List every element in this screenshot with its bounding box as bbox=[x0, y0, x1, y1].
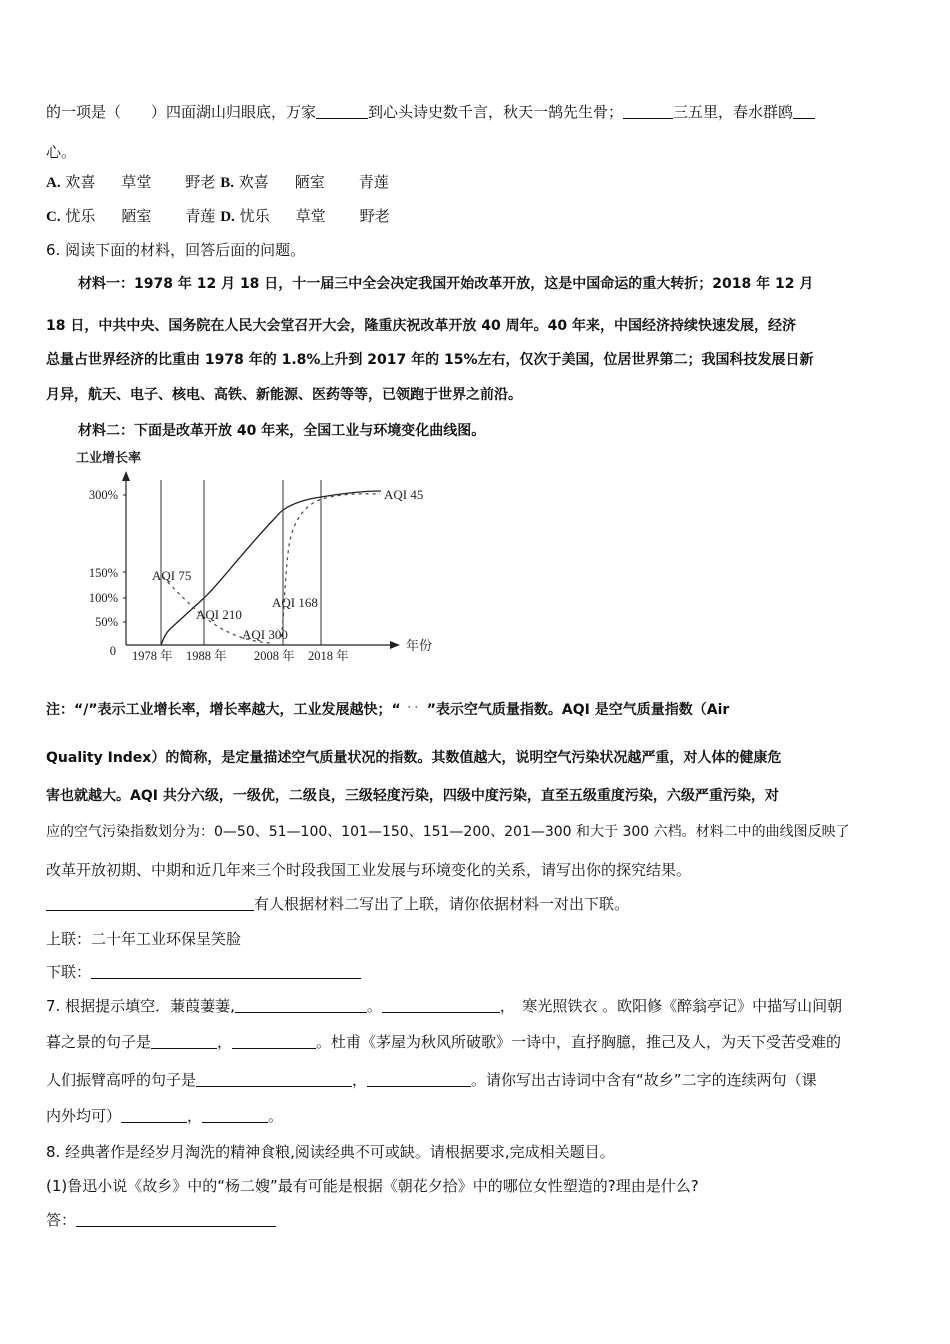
note-line: Quality Index）的简称，是定量描述空气质量状况的指数。其数值越大，说明空气污染状况越严重，对人体的健康危 bbox=[46, 750, 782, 766]
answer-blank[interactable] bbox=[46, 894, 254, 911]
q5-stem-part3: 三五里，春水群鸥 bbox=[673, 103, 794, 121]
q5-stem-part1: 的一项是（ ）四面湖山归眼底，万家 bbox=[46, 103, 317, 121]
note-line-1: 注：“/”表示工业增长率，增长率越大，工业发展越快；“ ˙˙ ”表示空气质量指数。AQI 是空气质量指数（Air bbox=[46, 700, 729, 720]
x-tick: 1988 年 bbox=[186, 649, 227, 663]
y-axis-arrow-icon bbox=[122, 471, 130, 481]
q8-sub-question-1: (1)鲁迅小说《故乡》中的“杨二嫂”最有可能是根据《朝花夕拾》中的哪位女性塑造的?理由是什么? bbox=[46, 1177, 699, 1195]
x-tick: 2008 年 bbox=[254, 649, 295, 663]
lower-couplet-blank[interactable] bbox=[91, 962, 361, 979]
q7-line-2: 暮之景的句子是 ， 。杜甫《茅屋为秋风所破歌》一诗中，直抒胸臆，推己及人，为天下受苦受难的 bbox=[46, 1033, 842, 1051]
y-tick: 300% bbox=[88, 488, 118, 502]
aqi-label: AQI 168 bbox=[272, 595, 318, 610]
note-line: 应的空气污染指数划分为：0—50、51—100、101—150、151—200、201—300 和大于 300 六档。材料二中的曲线图反映了 bbox=[46, 824, 850, 840]
answer-blank[interactable] bbox=[196, 1070, 352, 1087]
material1-line: 总量占世界经济的比重由 1978 年的 1.8%上升到 2017 年的 15%左右，仅次于美国，位居世界第二；我国科技发展日新 bbox=[46, 352, 814, 368]
answer-blank[interactable] bbox=[793, 102, 815, 119]
y-tick: 50% bbox=[95, 615, 118, 629]
answer-blank[interactable] bbox=[121, 1106, 187, 1123]
note-line: 改革开放初期、中期和近几年来三个时段我国工业发展与环境变化的关系，请写出你的探究结果。 bbox=[46, 861, 692, 879]
answer-blank[interactable] bbox=[235, 996, 367, 1013]
answer-blank[interactable] bbox=[316, 102, 368, 119]
answer-blank[interactable] bbox=[202, 1106, 268, 1123]
answer-blank[interactable] bbox=[382, 996, 500, 1013]
answer-blank[interactable] bbox=[76, 1210, 276, 1227]
y-axis-label: 工业增长率 bbox=[76, 451, 142, 466]
x-axis-arrow-icon bbox=[390, 641, 400, 649]
q5-options-row2 bbox=[46, 206, 390, 227]
industrial-growth-line bbox=[161, 491, 381, 645]
material2-intro: 材料二：下面是改革开放 40 年来，全国工业与环境变化曲线图。 bbox=[78, 423, 486, 439]
lower-couplet-line: 下联： bbox=[46, 962, 361, 982]
answer-blank[interactable] bbox=[151, 1032, 217, 1049]
q7-line-4: 内外均可） ， 。 bbox=[46, 1107, 284, 1125]
q7-line-3: 人们振臂高呼的句子是 ， 。请你写出古诗词中含有“故乡”二字的连续两句（课 bbox=[46, 1071, 817, 1089]
q6-title: 6. 阅读下面的材料，回答后面的问题。 bbox=[46, 241, 306, 259]
couplet-prompt-line: 有人根据材料二写出了上联，请你依据材料一对出下联。 bbox=[46, 894, 629, 914]
y-tick: 150% bbox=[88, 566, 118, 580]
option-a[interactable]: A. 欢喜 草堂 野老 bbox=[46, 173, 216, 191]
option-b[interactable]: B. 欢喜 陋室 青莲 bbox=[220, 173, 389, 191]
y-tick: 100% bbox=[88, 591, 118, 605]
answer-blank[interactable] bbox=[623, 102, 673, 119]
dotted-symbol-icon: ˙˙ bbox=[406, 706, 421, 717]
option-c[interactable]: C. 忧乐 陋室 青莲 bbox=[46, 207, 216, 225]
upper-couplet: 上联：二十年工业环保呈笑脸 bbox=[46, 930, 242, 948]
note-line: 害也就越大。AQI 共分六级，一级优，二级良，三级轻度污染，四级中度污染，直至五级重度污染，六级严重污染，对 bbox=[46, 788, 779, 804]
aqi-curve-late bbox=[281, 494, 380, 637]
y-tick: 0 bbox=[109, 644, 116, 658]
q8-answer-line: 答： bbox=[46, 1210, 276, 1230]
q5-stem-line2: 心。 bbox=[46, 143, 77, 161]
aqi-label: AQI 45 bbox=[384, 487, 424, 502]
answer-blank[interactable] bbox=[367, 1070, 471, 1087]
material1-line: 材料一：1978 年 12 月 18 日，十一届三中全会决定我国开始改革开放，这是中国命运的重大转折；2018 年 12 月 bbox=[78, 276, 814, 292]
x-axis-label: 年份 bbox=[406, 639, 433, 654]
q5-stem-part2: 到心头诗史数千言，秋天一鹄先生骨； bbox=[368, 103, 624, 121]
aqi-label: AQI 210 bbox=[196, 607, 242, 622]
answer-blank[interactable] bbox=[232, 1032, 316, 1049]
q5-stem-line1 bbox=[46, 102, 815, 122]
q7-line-1: 7. 根据提示填空．蒹葭萋萋, 。 ， 寒光照铁衣 。欧阳修《醉翁亭记》中描写山间朝 bbox=[46, 997, 843, 1015]
q8-title: 8. 经典著作是经岁月淘洗的精神食粮,阅读经典不可或缺。请根据要求,完成相关题目。 bbox=[46, 1143, 615, 1161]
aqi-label: AQI 75 bbox=[152, 568, 192, 583]
option-d[interactable]: D. 忧乐 草堂 野老 bbox=[220, 207, 390, 225]
material1-line: 月异，航天、电子、核电、高铁、新能源、医药等等，已领跑于世界之前沿。 bbox=[46, 387, 522, 403]
x-tick: 2018 年 bbox=[308, 649, 349, 663]
industry-environment-chart bbox=[70, 445, 450, 675]
x-tick: 1978 年 bbox=[132, 649, 173, 663]
material1-line: 18 日，中共中央、国务院在人民大会堂召开大会，隆重庆祝改革开放 40 周年。40 年来，中国经济持续快速发展，经济 bbox=[46, 318, 796, 334]
aqi-label: AQI 300 bbox=[242, 627, 288, 642]
q5-options-row1 bbox=[46, 172, 389, 193]
